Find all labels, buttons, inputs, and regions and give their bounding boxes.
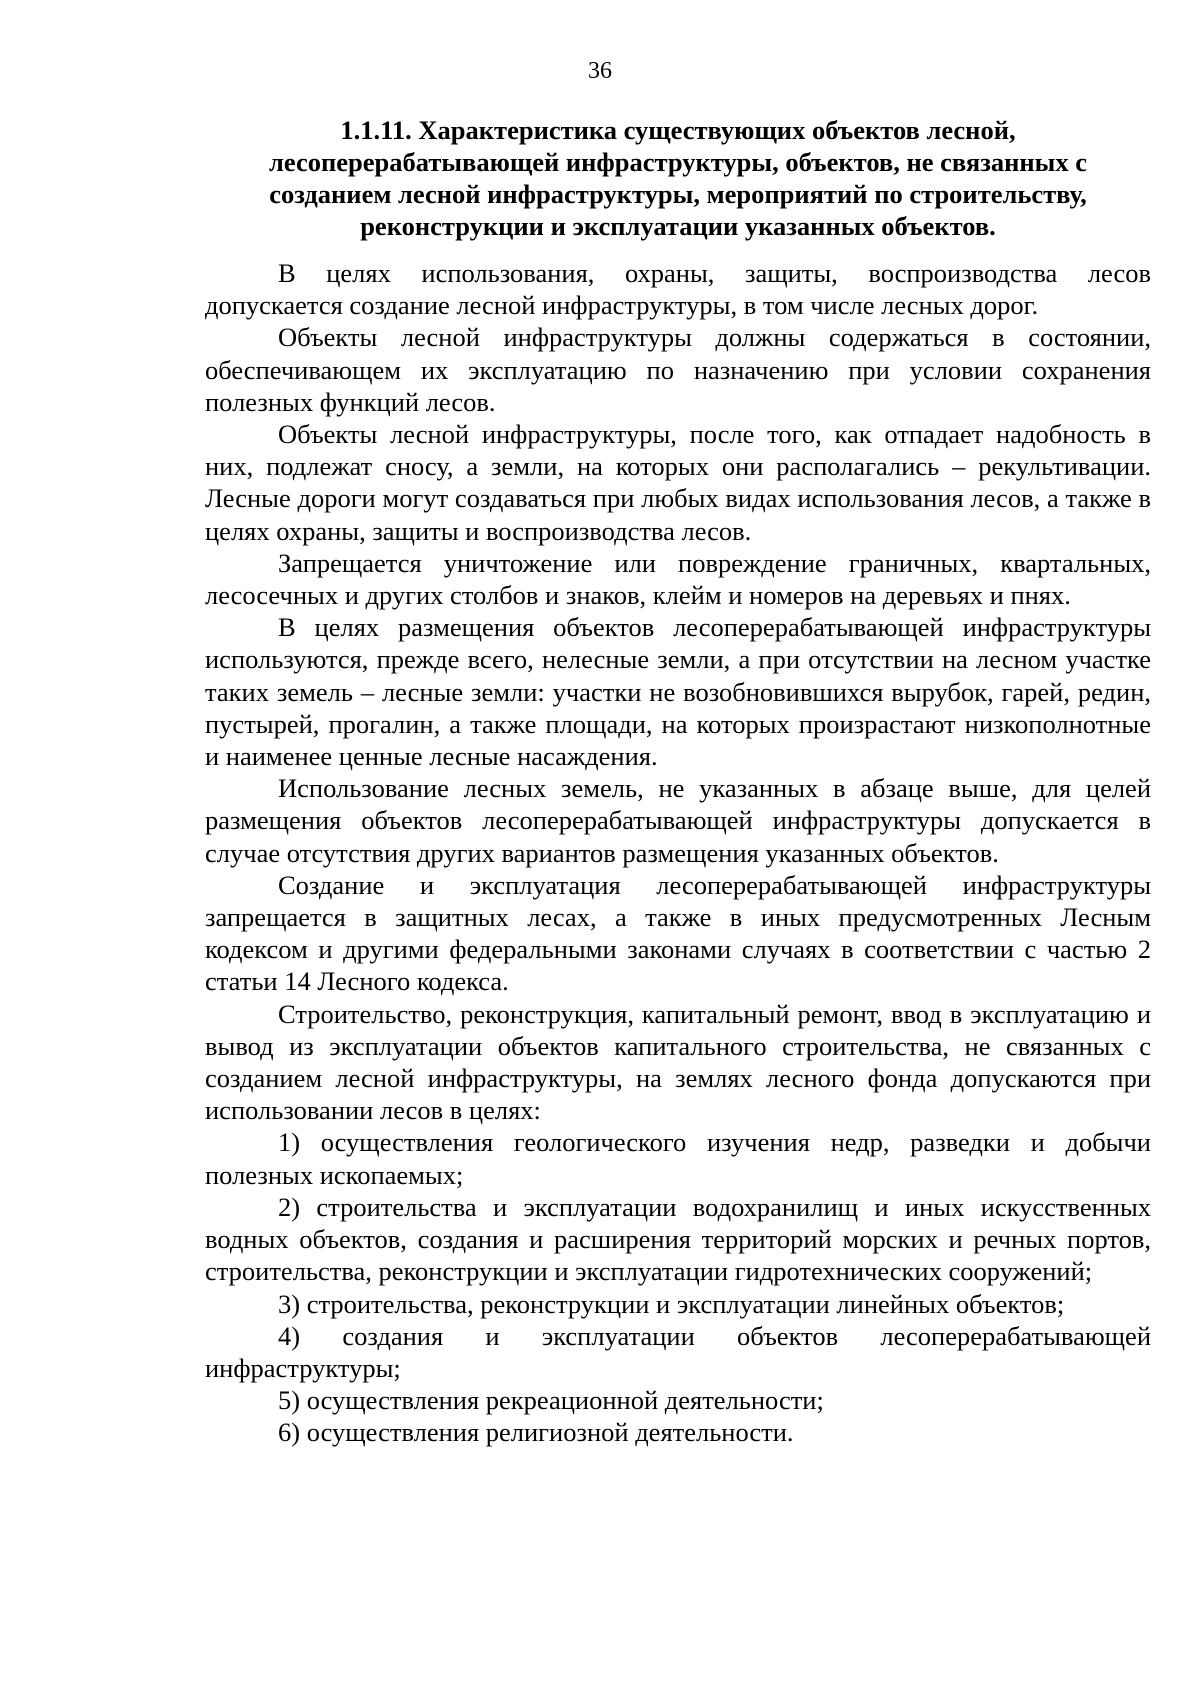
heading-line: 1.1.11. Характеристика существующих объектов лесной,	[340, 115, 1016, 145]
paragraph: Запрещается уничтожение или повреждение граничных, квартальных, лесосечных и других столбов и знаков, клейм и номеров на деревьях и пнях.	[205, 547, 1151, 611]
section-heading	[205, 114, 1151, 242]
list-item: 4) создания и эксплуатации объектов лесоперерабатывающей инфраструктуры;	[205, 1320, 1151, 1383]
paragraph: В целях использования, охраны, защиты, воспроизводства лесов допускается создание лесной инфраструктуры, в том числе лесных дорог.	[205, 258, 1151, 321]
heading-line: созданием лесной инфраструктуры, мероприятий по строительству,	[269, 179, 1087, 209]
list-item: 2) строительства и эксплуатации водохранилищ и иных искусственных водных объектов, создания и расширения территорий морских и речных портов, строительства, реконструкции и эксплуатации гидротехнических сооружений;	[205, 1191, 1151, 1287]
paragraph: Строительство, реконструкция, капитальный ремонт, ввод в эксплуатацию и вывод из эксплуатации объектов капитального строительства, не связанных с созданием лесной инфраструктуры, на землях лесного фонда допускаются при использовании лесов в целях:	[205, 998, 1151, 1126]
paragraph: Объекты лесной инфраструктуры должны содержаться в состоянии, обеспечивающем их эксплуатацию по назначению при условии сохранения полезных функций лесов.	[205, 322, 1151, 417]
list-item: 1) осуществления геологического изучения недр, разведки и добычи полезных ископаемых;	[205, 1127, 1151, 1190]
list-item: 3) строительства, реконструкции и эксплуатации линейных объектов;	[278, 1288, 1065, 1319]
paragraph: В целях размещения объектов лесоперерабатывающей инфраструктуры используются, прежде всего, нелесные земли, а при отсутствии на лесном участке таких земель – лесные земли: участки не возобновившихся вырубок, гарей, редин, пустырей, прогалин, а также площади, на которых произрастают низкополнотные и наименее ценные лесные насаждения.	[205, 612, 1151, 772]
list-item: 6) осуществления религиозной деятельности.	[278, 1417, 794, 1448]
heading-line: реконструкции и эксплуатации указанных объектов.	[360, 211, 996, 241]
paragraph: Создание и эксплуатация лесоперерабатывающей инфраструктуры запрещается в защитных лесах, а также в иных предусмотренных Лесным кодексом и другими федеральными законами случаях в соответствии с частью 2 статьи 14 Лесного кодекса.	[205, 869, 1151, 997]
list-item: 5) осуществления рекреационной деятельности;	[278, 1385, 824, 1416]
paragraph: Использование лесных земель, не указанных в абзаце выше, для целей размещения объектов лесоперерабатывающей инфраструктуры допускается в случае отсутствия других вариантов размещения указанных объектов.	[205, 773, 1151, 868]
body-text	[205, 257, 1151, 1449]
paragraph: Объекты лесной инфраструктуры, после того, как отпадает надобность в них, подлежат сносу, а земли, на которых они располагались – рекультивации. Лесные дороги могут создаваться при любых видах использования лесов, а также в целях охраны, защиты и воспроизводства лесов.	[205, 419, 1151, 546]
heading-line: лесоперерабатывающей инфраструктуры, объектов, не связанных с	[269, 147, 1087, 177]
page-number: 36	[588, 58, 612, 84]
